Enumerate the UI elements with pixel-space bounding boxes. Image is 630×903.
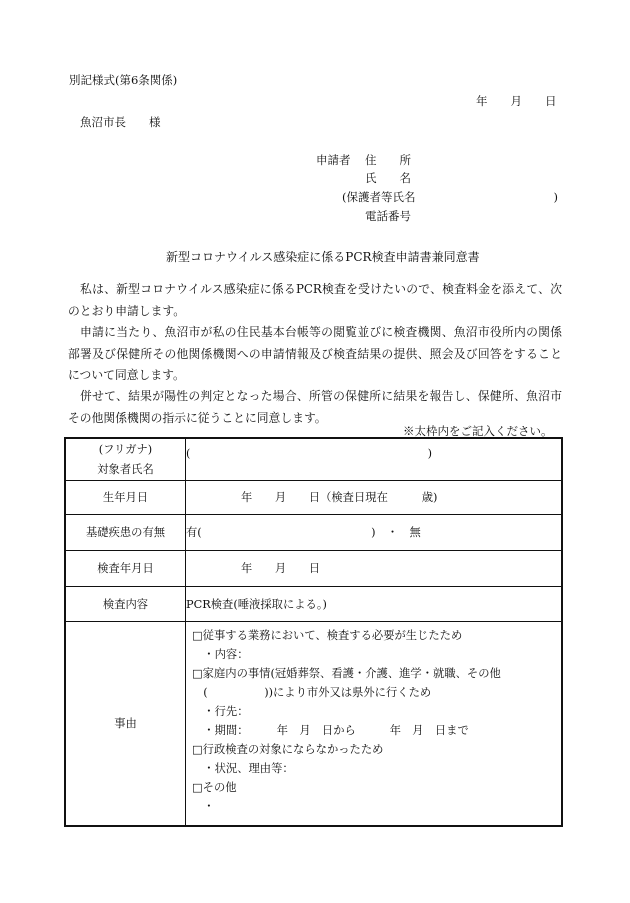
test-date-field[interactable]	[186, 550, 563, 586]
guardian-line: (保護者等氏名 )	[342, 190, 558, 204]
reason-option-family[interactable]: □家庭内の事情(冠婚葬祭、看護・介護、進学・就職、その他	[192, 666, 501, 680]
underlying-disease-field[interactable]	[186, 514, 563, 550]
test-content-field	[186, 586, 563, 621]
name-label: 氏 名	[365, 171, 411, 185]
paragraph-consent-info: 申請に当たり、魚沼市が私の住民基本台帳等の閲覧並びに検査機関、魚沼市役所内の関係部署及び保健所その他関係機関への申請情報及び検査結果の提供、照会及び回答をすることについて同意します。	[68, 325, 562, 382]
subject-name-label: 対象者氏名	[97, 463, 154, 477]
test-content-value: PCR検査(唾液採取による。)	[186, 597, 327, 611]
birthdate-field[interactable]	[186, 480, 563, 514]
birthdate-value: 年 月 日（検査日現在 歳)	[241, 491, 438, 504]
document-title: 新型コロナウイルス感染症に係るPCR検査申請書兼同意書	[166, 250, 480, 264]
reason-other-detail: ・	[192, 799, 215, 813]
application-form-table	[64, 437, 563, 827]
underlying-disease-value: 有( ) ・ 無	[186, 526, 421, 539]
reason-field[interactable]	[186, 621, 563, 826]
reason-admin-detail: ・状況、理由等：	[192, 761, 294, 775]
reason-label: 事由	[65, 621, 186, 826]
underlying-disease-label: 基礎疾患の有無	[65, 514, 186, 550]
fill-note: ※太枠内をご記入ください。	[403, 424, 553, 438]
applicant-label: 申請者	[316, 153, 351, 167]
test-date-label: 検査年月日	[65, 550, 186, 586]
test-date-value: 年 月 日	[241, 562, 321, 575]
reason-option-work[interactable]: □従事する業務において、検査する必要が生じたため	[192, 628, 463, 642]
reason-family-other: ( ))により市外又は県外に行くため	[192, 685, 432, 699]
reason-option-admin-test[interactable]: □行政検査の対象にならなかったため	[192, 742, 384, 756]
paragraph-consent-positive: 併せて、結果が陽性の判定となった場合、所管の保健所に結果を報告し、保健所、魚沼市その他関係機関の指示に従うことに同意します。	[68, 389, 562, 425]
form-label: 別記様式(第6条関係)	[69, 73, 178, 87]
subject-name-value: ( )	[186, 447, 433, 460]
birthdate-label: 生年月日	[65, 480, 186, 514]
reason-period: ・期間： 年 月 日から 年 月 日まで	[192, 723, 469, 737]
address-label: 住 所	[365, 153, 411, 167]
reason-work-detail: ・内容：	[192, 647, 249, 661]
date-line: 年 月 日	[476, 94, 557, 108]
furigana-label: (フリガナ)	[98, 443, 153, 457]
addressee: 魚沼市長 様	[80, 115, 161, 129]
subject-name-label-cell	[65, 438, 186, 480]
reason-destination: ・行先：	[192, 704, 249, 718]
phone-label: 電話番号	[365, 209, 411, 223]
paragraph-application: 私は、新型コロナウイルス感染症に係るPCR検査を受けたいので、検査料金を添えて、次のとおり申請します。	[68, 282, 562, 318]
reason-option-other[interactable]: □その他	[192, 780, 237, 794]
subject-name-field[interactable]	[186, 438, 563, 480]
test-content-label: 検査内容	[65, 586, 186, 621]
